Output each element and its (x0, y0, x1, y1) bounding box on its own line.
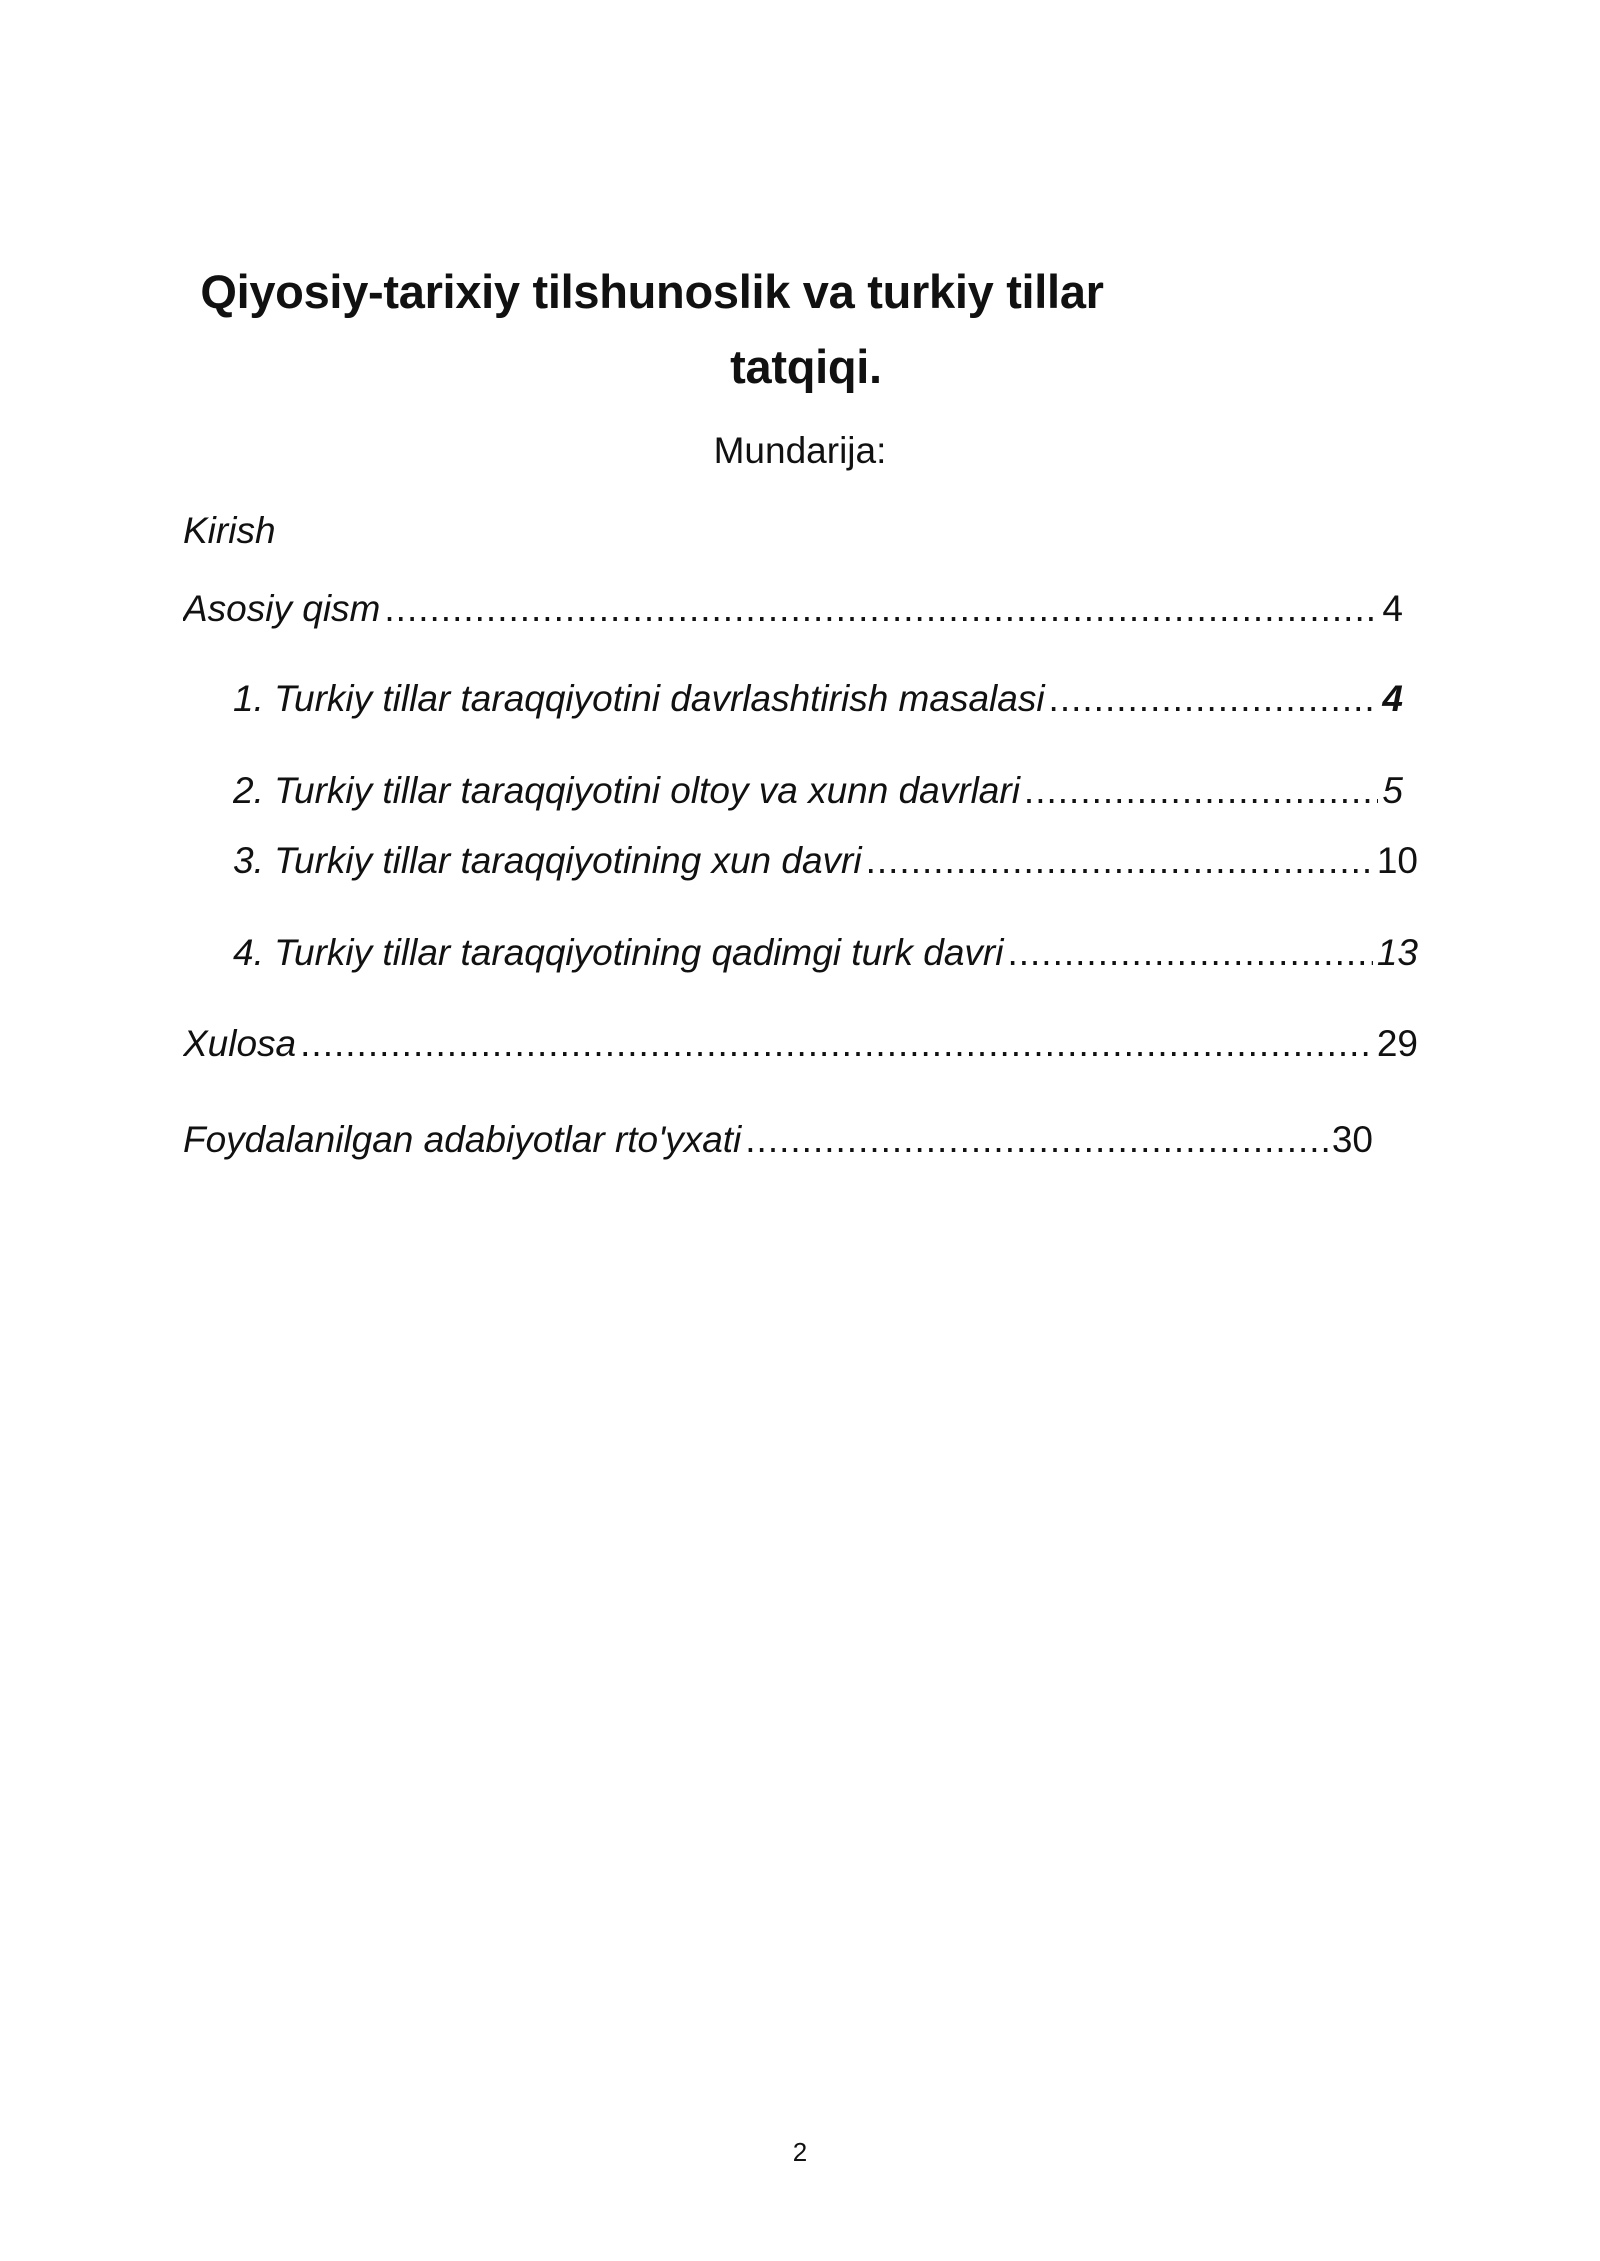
toc-entry-page: 4 (1382, 588, 1403, 629)
toc-entry-section-3 (233, 838, 1418, 884)
toc-entry-page: 4 (1382, 678, 1403, 719)
toc-entry-page: 13 (1376, 932, 1418, 973)
document-title-line2: tatqiqi. (730, 340, 882, 393)
toc-entry-page: 10 (1376, 840, 1418, 881)
toc-leader-dots (1049, 676, 1379, 722)
toc-entry-section-2 (233, 768, 1403, 814)
toc-entry-label: Asosiy qism (183, 588, 381, 629)
toc-entry-section-4 (233, 930, 1418, 976)
toc-entry-label: Xulosa (183, 1023, 297, 1064)
toc-leader-dots (1024, 768, 1379, 814)
toc-entry-page: 30 (1331, 1119, 1373, 1160)
toc-entry-main-part (183, 586, 1403, 632)
toc-leader-dots (745, 1117, 1328, 1163)
toc-entry-label: 2. Turkiy tillar taraqqiyotini oltoy va xunn davrlari (233, 770, 1020, 811)
page-number: 2 (792, 2137, 808, 2167)
toc-entry-section-1 (233, 676, 1403, 722)
toc-leader-dots (1007, 930, 1372, 976)
toc-entry-page: 29 (1376, 1023, 1418, 1064)
toc-entry-references (183, 1117, 1373, 1163)
document-title-line1: Qiyosiy-tarixiy tilshunoslik va turkiy tillar (200, 265, 1104, 318)
toc-entry-label: 3. Turkiy tillar taraqqiyotining xun davri (233, 840, 862, 881)
toc-entry-label: 4. Turkiy tillar taraqqiyotining qadimgi turk davri (233, 932, 1004, 973)
toc-entry-page: 5 (1382, 770, 1403, 811)
toc-entry-label: Foydalanilgan adabiyotlar rto'yxati (183, 1119, 742, 1160)
toc-leader-dots (384, 586, 1378, 632)
toc-entry-conclusion (183, 1021, 1418, 1067)
toc-leader-dots (300, 1021, 1373, 1067)
toc-intro: Kirish (183, 510, 276, 551)
contents-heading: Mundarija: (713, 430, 887, 471)
toc-entry-label: 1. Turkiy tillar taraqqiyotini davrlashtirish masalasi (233, 678, 1045, 719)
toc-leader-dots (866, 838, 1373, 884)
